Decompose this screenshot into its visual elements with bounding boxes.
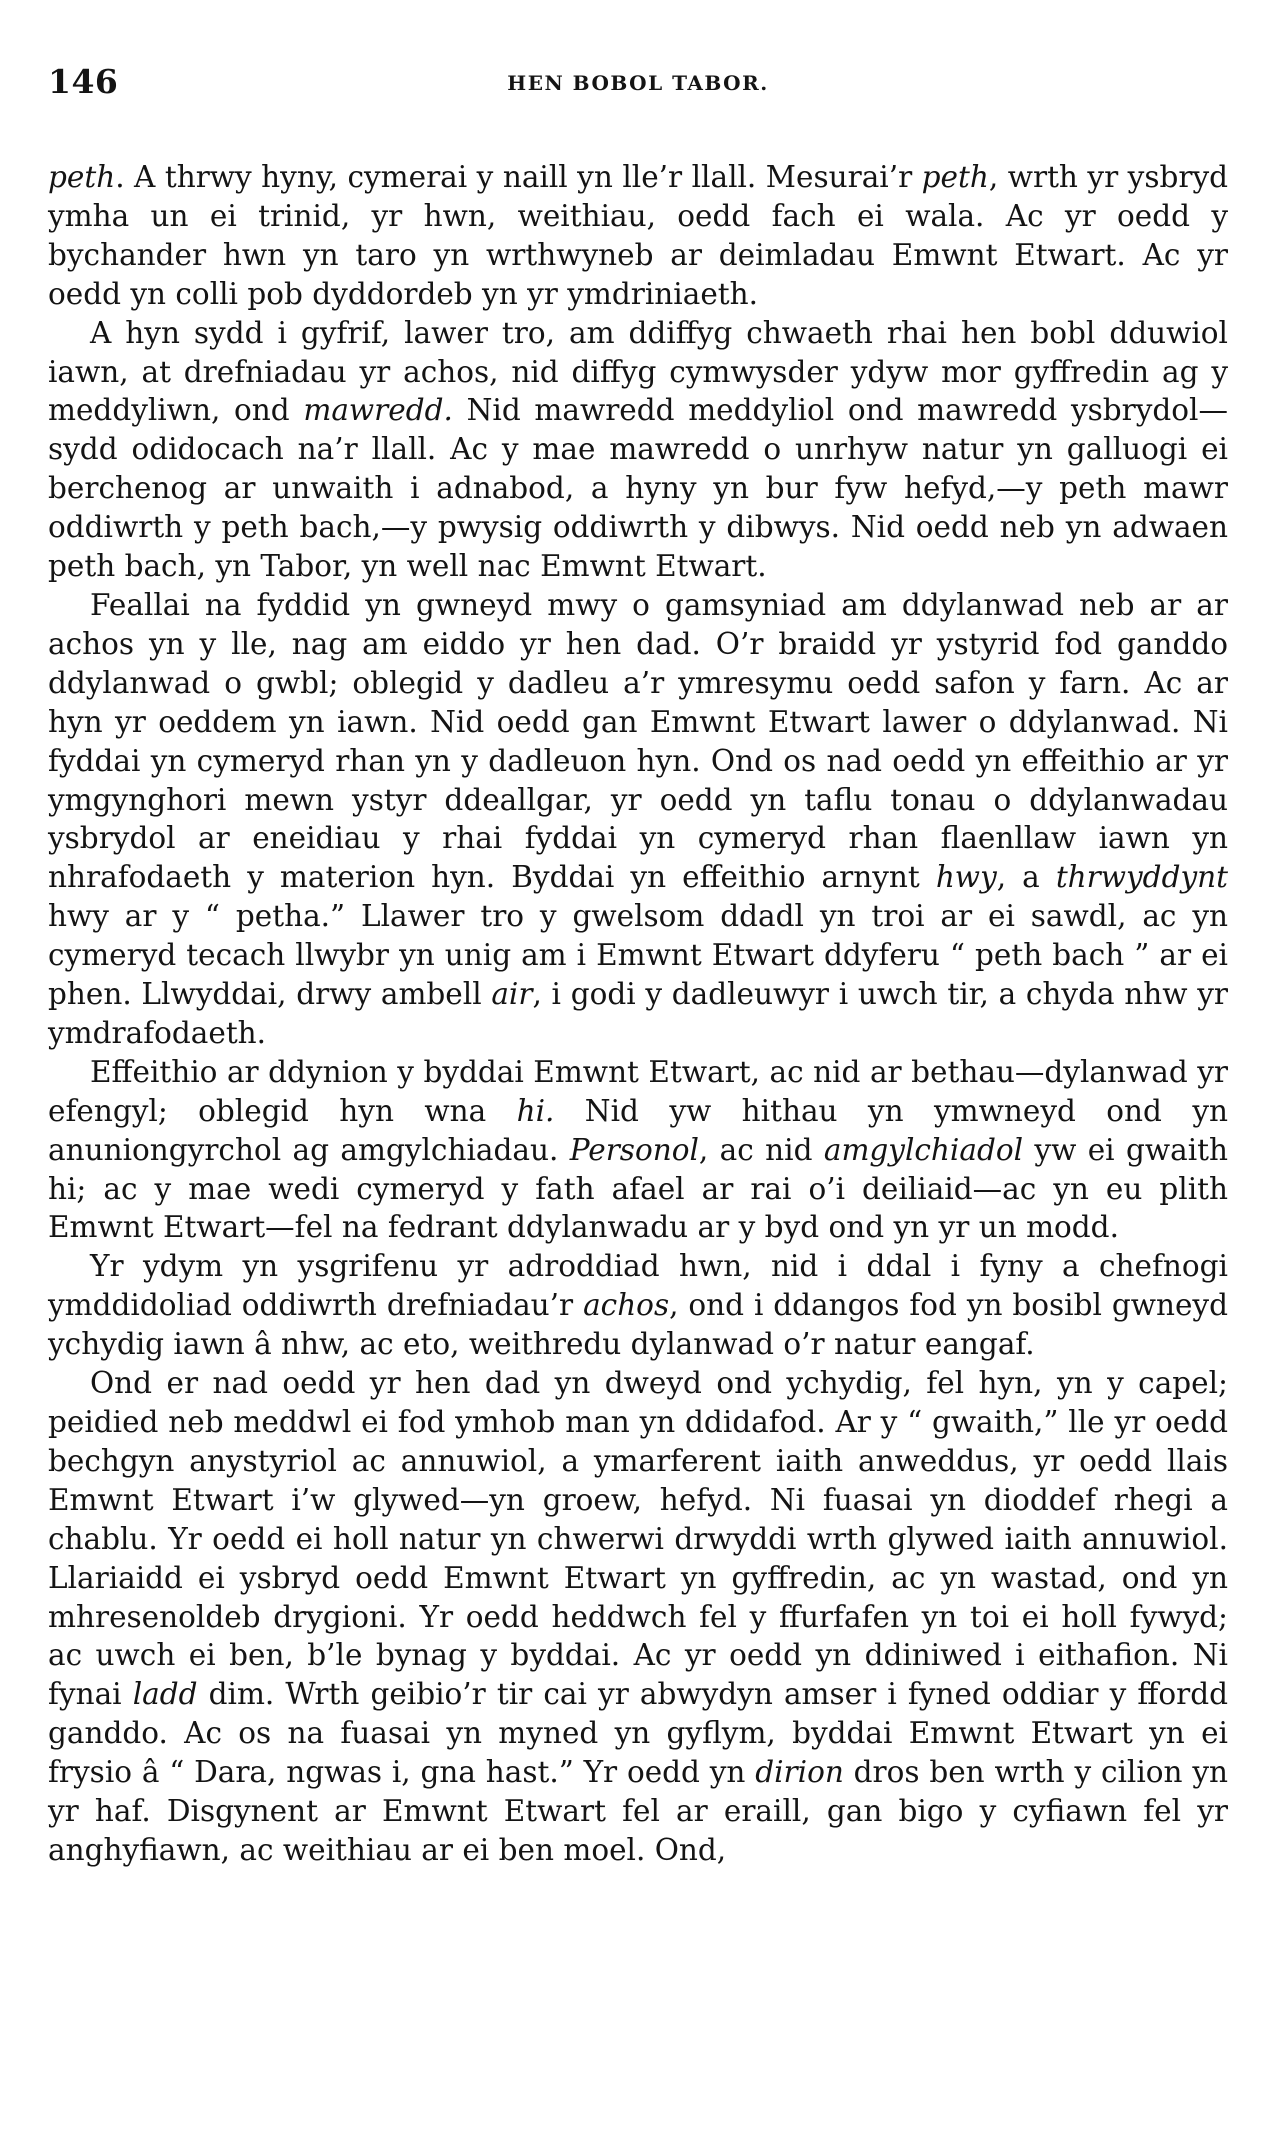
italic-text: ladd [132,1677,198,1712]
body-text [48,158,1228,1870]
text-run: Ond er nad oedd yr hen dad yn dweyd ond ychydig, fel hyn, yn y capel; peidied neb meddwl ei fod ymhob man yn ddidafod. Ar y “ gwaith,” lle yr oedd bechgyn anystyriol ac annuwiol, a ymarferent iaith anweddus, yr oedd llais Emwnt Etwart i’w glywed—yn groew, hefyd. Ni fuasai yn dioddef rhegi a chablu. Yr oedd ei holl natur yn chwerwi drwyddi wrth glywed iaith annuwiol. Llariaidd ei ysbryd oedd Emwnt Etwart yn gyffredin, ac yn wastad, ond yn mhresenoldeb drygioni. Yr oedd heddwch fel y ffurfafen yn toi ei holl fywyd; ac uwch ei ben, b’le bynag y byddai. Ac yr oedd yn ddiniwed i eithafion. Ni fynai [48,1366,1228,1712]
italic-text: peth [921,160,989,194]
text-run: hwy ar y “ petha.” Llawer tro y gwelsom ddadl yn troi ar ei sawdl, ac yn cymeryd tecach llwybr yn unig am i Emwnt Etwart ddyferu “ peth bach ” ar ei phen. Llwyddai, drwy ambell [48,899,1228,1012]
paragraph [48,1247,1228,1364]
text-run: , a [996,860,1056,895]
text-run: Feallai na fyddid yn gwneyd mwy o gamsyniad am ddylanwad neb ar ar achos yn y lle, nag am eiddo yr hen dad. O’r braidd yr ystyrid fod ganddo ddylanwad o gwbl; oblegid y dadleu a’r ymresymu oedd safon y farn. Ac ar hyn yr oeddem yn iawn. Nid oedd gan Emwnt Etwart lawer o ddylanwad. Ni fyddai yn cymeryd rhan yn y dadleuon hyn. Ond os nad oedd yn effeithio ar yr ymgynghori mewn ystyr ddeallgar, yr oedd yn taflu tonau o ddylanwadau ysbrydol ar eneidiau y rhai fyddai yn cymeryd rhan flaenllaw iawn yn nhrafodaeth y materion hyn. Byddai yn effeithio arnynt [48,587,1228,895]
text-run: , ond i ddangos fod yn bosibl gwneyd ychydig iawn â nhw, ac eto, weithredu dylanwad o’r natur eangaf. [48,1288,1228,1362]
italic-text: hi. [516,1093,555,1128]
italic-text: Personol [569,1132,699,1167]
page-number: 146 [48,62,119,101]
italic-text: thrwyddynt [1055,860,1228,895]
italic-text: mawredd. [303,393,453,428]
italic-text: peth [48,160,116,194]
italic-text: air [491,977,533,1012]
text-run: Yr ydym yn ysgrifenu yr adroddiad hwn, nid i ddal i fyny a chefnogi ymddidoliad oddiwrth drefniadau’r [48,1249,1228,1323]
text-run: Nid mawredd meddyliol ond mawredd ysbrydol—sydd odidocach na’r llall. Ac y mae mawredd o unrhyw natur yn galluogi ei berchenog ar unwaith i adnabod, a hyny yn bur fyw hefyd,—y peth mawr oddiwrth y peth bach,—y pwysig oddiwrth y dibwys. Nid oedd neb yn adwaen peth bach, yn Tabor, yn well nac Emwnt Etwart. [48,393,1228,584]
italic-text: amgylchiadol [823,1132,1024,1167]
paragraph [48,158,1228,314]
italic-text: dirion [755,1755,844,1790]
text-run: Effeithio ar ddynion y byddai Emwnt Etwart, ac nid ar bethau—dylanwad yr efengyl; oblegid hyn wna [48,1054,1228,1128]
text-run: , wrth yr ysbryd ymha un ei trinid, yr hwn, weithiau, oedd fach ei wala. Ac yr oedd y bychander hwn yn taro yn wrthwyneb ar deimladau Emwnt Etwart. Ac yr oedd yn colli pob dyddordeb yn yr ymdriniaeth. [48,160,1228,311]
paragraph [48,1364,1228,1870]
book-page [48,62,1228,1870]
text-run: . A thrwy hyny, cymerai y naill yn lle’r llall. Mesurai’r [115,160,922,194]
text-run: Nid yw hithau yn ymwneyd ond yn anuniongyrchol ag amgylchiadau. [48,1093,1228,1167]
italic-text: achos [583,1288,670,1323]
text-run: , i godi y dadleuwyr i uwch tir, a chyda nhw yr ymdrafodaeth. [48,977,1228,1050]
paragraph [48,1053,1228,1248]
running-title: HEN BOBOL TABOR. [507,71,769,95]
text-run: , ac nid [698,1132,824,1167]
text-run: dim. Wrth geibio’r tir cai yr abwydyn amser i fyned oddiar y ffordd ganddo. Ac os na fuasai yn myned yn gyflym, byddai Emwnt Etwart yn ei frysio â “ Dara, ngwas i, gna hast.” Yr oedd yn [48,1677,1229,1790]
italic-text: hwy [935,860,997,895]
running-head [48,62,1228,112]
text-run: yw ei gwaith hi; ac y mae wedi cymeryd y fath afael ar rai o’i deiliaid—ac yn eu plith Emwnt Etwart—fel na fedrant ddylanwadu ar y byd ond yn yr un modd. [48,1132,1228,1245]
text-run: A hyn sydd i gyfrif, lawer tro, am ddiffyg chwaeth rhai hen bobl dduwiol iawn, at drefniadau yr achos, nid diffyg cymwysder ydyw mor gyffredin ag y meddyliwn, ond [48,315,1228,428]
paragraph [48,586,1228,1053]
paragraph [48,314,1228,586]
text-run: dros ben wrth y cilion yn yr haf. Disgynent ar Emwnt Etwart fel ar eraill, gan bigo y cyfiawn fel yr anghyfiawn, ac weithiau ar ei ben moel. Ond, [48,1755,1228,1867]
